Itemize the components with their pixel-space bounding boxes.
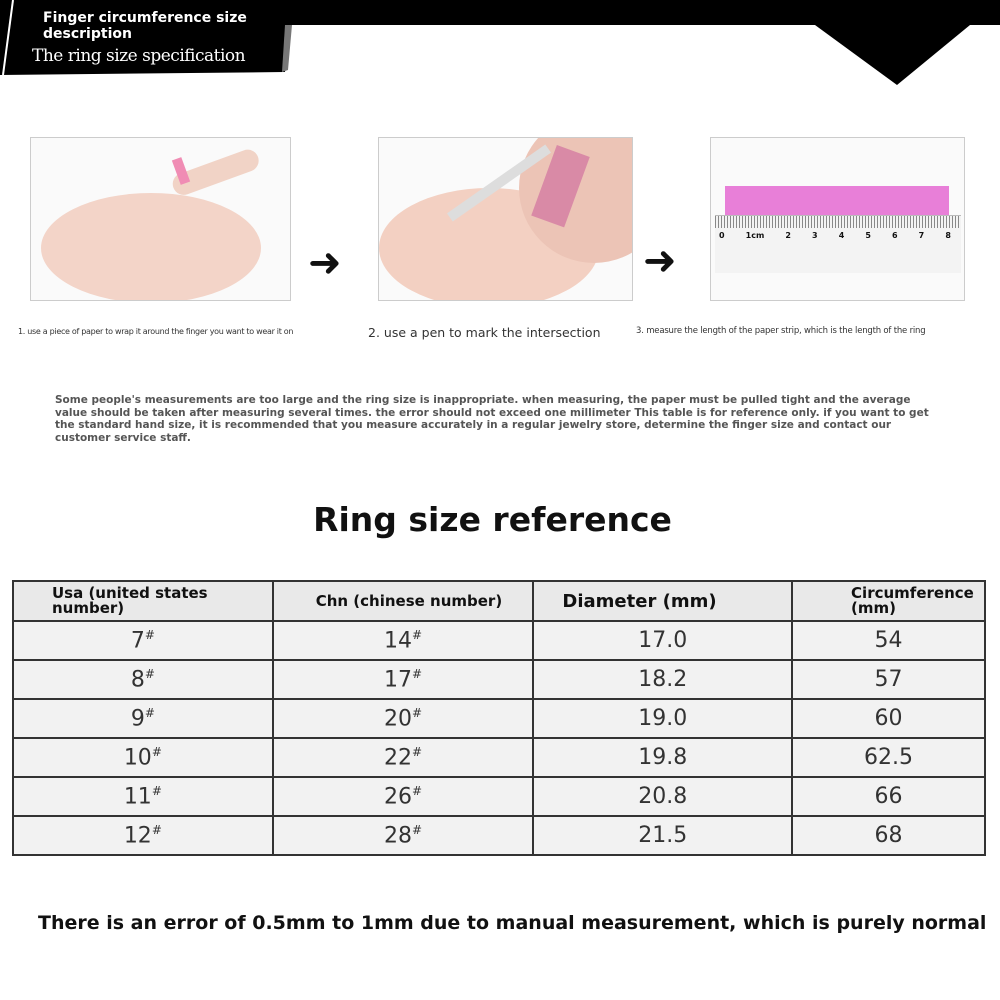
size-suffix: # [412,666,423,681]
footer-note: There is an error of 0.5mm to 1mm due to manual measurement, which is purely normal [38,912,987,934]
cell-value: 12 [123,823,152,849]
table-row [13,738,985,777]
cell-value: 18.2 [638,667,688,692]
cell-value: 11 [123,784,152,810]
ring-size-table [12,580,986,856]
table-cell [792,699,985,738]
size-suffix: # [144,666,155,681]
cell-value: 10 [123,745,152,771]
ruler-label: 2 [785,231,791,240]
ruler-label: 1cm [745,231,765,240]
table-title: Ring size reference [313,500,672,539]
cell-value: 66 [874,784,903,809]
ruler-label: 3 [812,231,818,240]
ruler-label: 0 [719,231,725,240]
hand-wrap-photo [30,137,291,301]
cell-value: 20.8 [638,784,688,809]
table-cell [13,699,273,738]
table-cell [533,660,792,699]
table-cell [533,738,792,777]
cell-value: 62.5 [864,745,914,770]
cell-value: 9 [130,706,145,732]
ruler-label: 6 [892,231,898,240]
ruler-label: 4 [838,231,845,240]
arrow-right-icon: ➜ [643,238,677,284]
table-cell [273,660,534,699]
table-cell [533,777,792,816]
header-subtitle: The ring size specification [32,46,246,66]
size-suffix: # [151,822,162,837]
table-cell [533,621,792,660]
size-suffix: # [412,822,423,837]
cell-value: 54 [874,628,903,653]
cell-value: 28 [384,823,413,849]
cell-value: 17.0 [638,628,688,653]
table-row [13,777,985,816]
size-suffix: # [144,705,155,720]
cell-value: 60 [874,706,903,731]
ruler-label: 7 [918,231,925,240]
cell-value: 14 [384,628,413,654]
cell-value: 8 [130,667,145,693]
table-cell [13,660,273,699]
cell-value: 26 [384,784,413,810]
pen-mark-photo [378,137,633,301]
step-2-caption: 2. use a pen to mark the intersection [368,325,601,340]
table-cell [533,816,792,855]
table-cell [533,699,792,738]
measurement-note: Some people's measurements are too large and the ring size is inappropriate. when measuring, the paper must be pulled tight and the average value should be taken after measuring several times. the error should not exceed one millimeter This table is for reference only. if you want to get the standard hand size, it is recommended that you measure accurately in a regular jewelry store, determine the finger size and contact our customer service staff. [55,394,929,444]
table-cell [273,738,534,777]
size-suffix: # [412,744,423,759]
table-row [13,621,985,660]
cell-value: 21.5 [638,823,688,848]
table-cell [13,816,273,855]
table-row [13,660,985,699]
header-chn: Chn (chinese number) [273,581,534,621]
arrow-right-icon: ➜ [308,240,342,286]
size-suffix: # [412,627,423,642]
cell-value: 17 [384,667,413,693]
size-suffix: # [151,783,162,798]
cell-value: 57 [874,667,903,692]
table-cell [273,621,534,660]
header-usa: Usa (united states number) [13,581,273,621]
table-row [13,699,985,738]
step-3-caption: 3. measure the length of the paper strip, which is the length of the ring [636,326,926,336]
table-row [13,816,985,855]
step-1-caption: 1. use a piece of paper to wrap it around the finger you want to wear it on [18,327,294,336]
table-cell [273,816,534,855]
size-suffix: # [412,783,423,798]
header-title: Finger circumference size description [43,10,247,42]
table-cell [13,777,273,816]
ruler-label: 8 [945,231,951,240]
ruler-label: 5 [865,231,871,240]
header-circumference: Circumference (mm) [792,581,985,621]
size-suffix: # [144,627,155,642]
cell-value: 20 [384,706,413,732]
table-cell [273,699,534,738]
table-header-row [13,581,985,621]
table-cell [13,621,273,660]
cell-value: 7 [130,628,145,654]
table-cell [792,816,985,855]
table-cell [13,738,273,777]
table-cell [273,777,534,816]
table-cell [792,621,985,660]
ruler-photo [710,137,965,301]
cell-value: 19.0 [638,706,688,731]
size-suffix: # [151,744,162,759]
table-cell [792,777,985,816]
table-cell [792,660,985,699]
header-diameter: Diameter (mm) [533,581,792,621]
table-cell [792,738,985,777]
size-suffix: # [412,705,423,720]
cell-value: 22 [384,745,413,771]
cell-value: 19.8 [638,745,688,770]
cell-value: 68 [874,823,903,848]
